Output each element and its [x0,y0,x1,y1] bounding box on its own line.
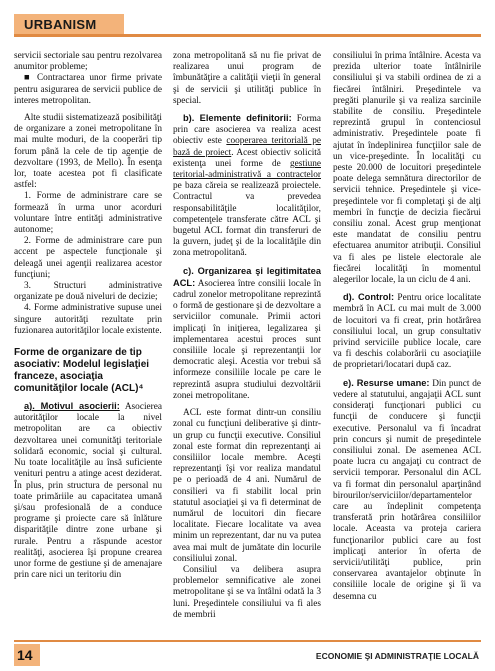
list-item: 1. Forme de administrare care se formează în urma unor acorduri voluntare între entităţi administrative autonome; [14,191,162,236]
paragraph: consiliului în prima întâlnire. Acesta va prezida ulterior toate întâlnirile consiliului şi va stabili ordinea de zi a fiecărei întâlniri. Preşedintele va pregăti planurile şi va realiza sarcinile stabilite de consiliu. Preşedintele reprezintă grupul în contenciosul administrativ. Preşedintele poate fi ajutat în îndeplinirea funcţiilor sale de un vice-preşedinte. În localităţi cu peste 20.000 de locuitori preşedintele poate delega semnătura directorilor de servicii tehnice. Preşedintele şi vice-preşedintele vor fi completaţi şi de alţi membri în funcţie de decizia fiecărui consiliu zonal. Acest grup menţionat este mandatat de consiliu pentru efectuarea anumitor atribuţii. Consiliul va fi ales pe listele electorale ale fiecărei localităţi în momentul alegerilor locale, la un ciclu de 4 ani. [333,51,481,286]
article-body [14,51,481,636]
column-1 [14,51,162,636]
paragraph: zona metropolitană să nu fie privat de realizarea unui program de îmbunătăţire a calităţii vieţii în general şi de servicii şi utilităţi publice în special. [173,51,321,106]
paragraph-text: Asocierea între consilii locale în cadrul zonelor metropolitane reprezintă o formă de gestionare şi de dezvoltare a serviciilor comunale. Primii actori implicaţi în iniţierea, legalizarea şi implementarea acestui proces sunt consiliile locale şi reprezentanţii lor democratic aleşi. Acestia vor trebui să informeze consiliile locale pe care le reprezintă asupra studiului dezvoltării zonei metropolitane. [173,278,321,401]
paragraph: ■ Contractarea unor firme private pentru asigurarea de servicii publice de interes metropolitan. [14,73,162,106]
list-item: 3. Structuri administrative organizate pe două niveluri de decizie; [14,281,162,303]
subheading-a: a). Motivul asocierii: [24,401,120,412]
list-item: 4. Forme administrative supuse unei singure autorităţi rezultate prin fuzionarea autorităţilor locale existente. [14,303,162,336]
paragraph-d [333,292,481,371]
header-rule [14,34,481,37]
subheading-d: d). Control: [343,292,395,303]
section-title: URBANISM [24,17,97,32]
underlined-text: cooperarea teritorială pe bază de proiect [173,136,321,158]
column-3 [333,51,481,636]
underlined-text: gestiune teritorial-administrativă a contractelor [173,158,321,181]
paragraph-e [333,378,481,603]
paragraph-a [14,401,162,581]
paragraph-text: Din punct de vedere al statutului, angajaţii ACL sunt consideraţi funcţionari publici cu funcţii de conducere şi funcţii executive. Personalul va fi încadrat prin concurs şi numit de preşedintele consiliului zonal. De asemenea ACL poate lucra cu angajaţi cu contract de servicii temporar. Personalul din ACL va fi format din personalul aparţinând birourilor/serviciilor/departamentelor care au îndeplinit competenţa transferată prin hotărârea consiliilor locale. Aceasta va proteja cariera funcţionarilor publici care au fost implicaţi anterior în oferta de servicii/utilităţi publice, prin conservarea avantajelor obţinute în consiliile locale de origine şi îi va desemna cu [333,378,481,602]
paragraph: Alte studii sistematizează posibilităţi de organizare a zonei metropolitane în mai multe moduri, de la cooperări tip forum până la cele de tip agenţie de dezvoltare (1993, de Mello). În esenţa lor, toate acestea pot fi clasificate astfel: [14,113,162,191]
magazine-title: ECONOMIE ŞI ADMINISTRAŢIE LOCALĂ [315,651,479,661]
paragraph-text: Pentru orice localitate membră în ACL cu mai mult de 3.000 de locuitori va fi creat, prin hotărârea consiliului local, un grup consultativ privind serviciile publice locale, care va fi deschis colaborării cu asociaţiile de proprietari/locatari după caz. [333,293,481,371]
paragraph-b [173,113,321,260]
footer-rule [14,640,481,642]
paragraph-c [173,266,321,402]
subheading-c: c). Organizarea şi legitimitatea ACL: [173,265,321,288]
paragraph-text: Forma prin care asocierea va realiza acest obiectiv este [173,114,321,147]
list-item: 2. Forme de administrare care pun accent pe aspectele funcţionale şi deleagă unei agenţii realizarea acestor funcţiuni; [14,236,162,280]
paragraph: ACL este format dintr-un consiliu zonal cu funcţiuni deliberative şi dintr-un grup cu funcţii executive. Consiliul zonal este format din reprezentanţi ai consiliilor locale membre. Aceşti reprezentanţi îşi vor realiza mandatul pe o perioadă de 4 ani. Numărul de consilieri va fi stabilit local prin statutul asociaţiei şi va fi determinat de numărul de locuitori din fiecare localitate. Fiecare localitate va avea minim un reprezentant, dar nu va putea avea mai mult de jumătate din locurile consiliului zonal. [173,408,321,564]
subheading-e: e). Resurse umane: [343,377,430,388]
paragraph-text: pe baza căreia se realizează proiectele. Contractul va prevedea responsabilităţile localităţilor, competenţele transferate către ACL şi bugetul ACL format din transferuri de la guvern, judeţ şi de la localităţile din zona metropolitană. [173,181,321,259]
paragraph-text: Asocierea autorităţilor locale la nivel metropolitan are ca obiectiv dezvoltarea unei comunităţi teritoriale solidară economic, social şi cultural. Nu toate localităţile au însă suficiente venituri pentru a atinge acest deziderat. În plus, prin structura de personal nu toate primăriile au capacitatea umană şi/sau profesională de a conduce programe şi proiecte care să înlăture disparităţile dintre zone urbane şi rurale. Pentru a răspunde acestor realităţi, asocierea îşi propune crearea unor forme de gestiune şi de amenajare prin care nici un teritoriu din [14,402,162,581]
paragraph: servicii sectoriale sau pentru rezolvarea anumitor probleme; [14,51,162,73]
subheading-b: b). Elemente definitorii: [183,113,292,124]
page-number: 14 [17,647,33,663]
page-header [0,0,495,44]
section-heading: Forme de organizare de tip asociativ: Modelul legislaţiei franceze, asociaţia comunităţilor locale (ACL)⁴ [14,347,150,395]
paragraph-text: . Acest obiectiv solicită existenţa unei forme de [173,147,321,169]
column-2 [173,51,321,636]
paragraph: Consiliul va delibera asupra problemelor semnificative ale zonei metropolitane şi se va întâlni odată la 3 luni. Preşedintele consiliului va fi ales de membrii [173,564,321,620]
